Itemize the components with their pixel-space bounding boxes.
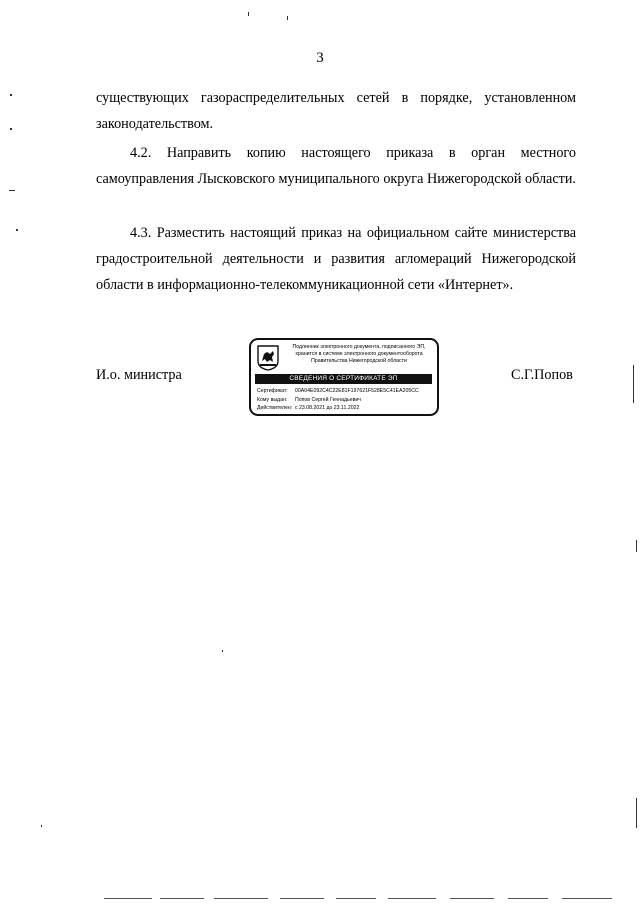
scan-mark: [9, 190, 15, 191]
cert-label: Сертификат:: [257, 388, 288, 394]
stamp-details: [257, 387, 435, 413]
scan-line: [450, 898, 494, 899]
stamp-header-line-2: хранится в системе электронного документооборота: [295, 351, 423, 357]
scan-mark: [222, 650, 223, 652]
scan-line: [280, 898, 324, 899]
scan-mark: [16, 229, 18, 231]
scan-mark: [287, 16, 288, 20]
stamp-header: [255, 343, 433, 373]
electronic-signature-stamp: [249, 338, 439, 416]
scan-mark: [248, 12, 249, 16]
signer-role: И.о. министра: [96, 367, 182, 383]
scan-line: [104, 898, 152, 899]
valid-label: Действителен:: [257, 405, 293, 411]
paragraph-4-2: 4.2. Направить копию настоящего приказа в орган местного самоуправления Лысковского муниципального округа Нижегородской области.: [96, 145, 576, 187]
scan-line: [562, 898, 612, 899]
stamp-title-bar: СВЕДЕНИЯ О СЕРТИФИКАТЕ ЭП: [255, 374, 432, 384]
paragraph-continuation: существующих газораспределительных сетей в порядке, установленном законодательством.: [96, 90, 576, 132]
valid-value: с 23.08.2021 до 23.11.2022: [295, 405, 360, 411]
stamp-valid-row: [257, 404, 435, 413]
signer-name: С.Г.Попов: [511, 367, 573, 383]
issued-value: Попов Сергей Геннадьевич: [295, 396, 361, 403]
scan-mark: [10, 128, 12, 130]
scan-mark: [636, 798, 637, 828]
page-number: 3: [316, 50, 324, 66]
coat-of-arms-icon: [257, 345, 279, 371]
stamp-header-line-3: Правительства Нижегородской области: [311, 358, 407, 364]
scan-mark: [10, 94, 12, 96]
scan-mark: [633, 365, 634, 403]
paragraph-4-3: 4.3. Разместить настоящий приказ на официальном сайте министерства градостроительной деятельности и развития агломераций Нижегородской области в информационно-телекоммуникационной сети «Интернет».: [96, 225, 576, 293]
scan-line: [508, 898, 548, 899]
scan-mark: [636, 540, 637, 552]
issued-label: Кому выдан:: [257, 396, 288, 403]
scan-mark: [41, 825, 42, 827]
stamp-cert-row: [257, 387, 435, 396]
stamp-issued-row: [257, 396, 435, 405]
scan-line: [336, 898, 376, 899]
scan-line: [160, 898, 204, 899]
scan-line: [214, 898, 268, 899]
cert-value: 00A04E092C4C22E81F197621F528E5C41EA205CC: [295, 388, 419, 394]
stamp-header-line-1: Подлинник электронного документа, подписанного ЭП,: [292, 344, 426, 350]
scan-line: [388, 898, 436, 899]
